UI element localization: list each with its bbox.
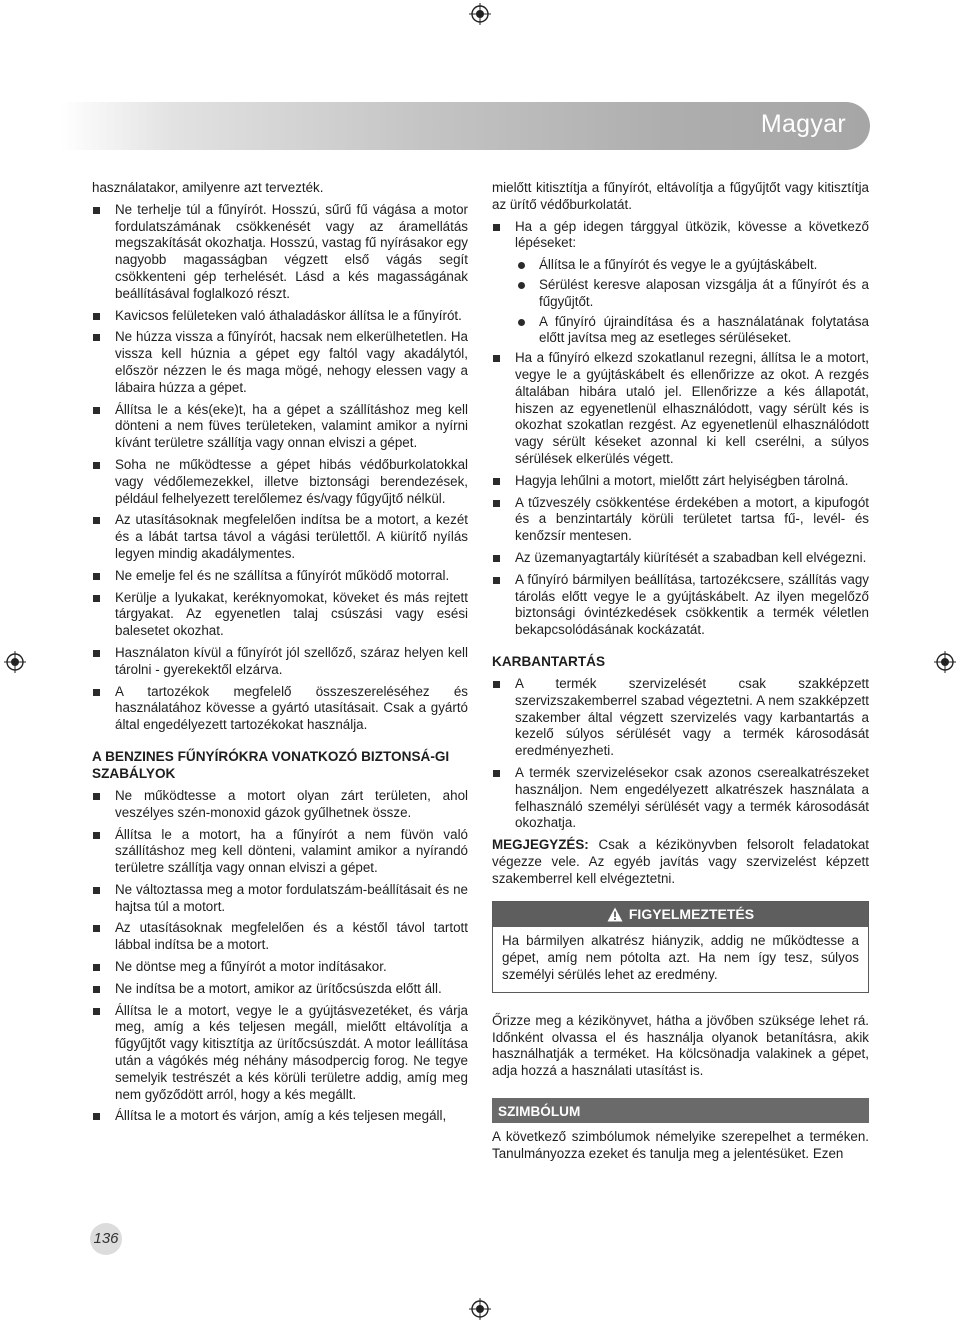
right-column (492, 180, 869, 1168)
registration-mark-right (934, 651, 956, 673)
list-item: Ne terhelje túl a fűnyírót. Hosszú, sűrű fű vágása a motor fordulatszámának csökkenését vagy az áramellátás megszakítását okozhatja. Hosszú, vastag fű nyírásakor egy nagyobb magasságban végzett első vágás segít csökkenteni gép terhelését. Lásd a kés magasságának beállításával foglalkozó részt. (92, 202, 468, 303)
list-item: Az üzemanyagtartály kiürítését a szabadban kell elvégezni. (492, 550, 869, 567)
symbols-heading: SZIMBÓLUM (492, 1098, 869, 1123)
left-column (92, 180, 468, 1130)
left-intro: használatakor, amilyenre azt tervezték. (92, 180, 324, 195)
sub-list-item: Állítsa le a fűnyírót és vegye le a gyújtáskábelt. (492, 257, 869, 274)
note-paragraph (492, 837, 869, 887)
symbols-text: A következő szimbólumok némelyike szerepelhet a terméken. Tanulmányozza ezeket és tanulja meg a jelentésüket. Ezen (492, 1129, 869, 1161)
registration-mark-top (469, 3, 491, 25)
warning-box (492, 901, 869, 992)
list-item: Kerülje a lyukakat, keréknyomokat, köveket és más rejtett tárgyakat. Az egyenetlen talaj csúszási vagy esési balesetet okozhat. (92, 590, 468, 640)
list-item: Ha a gép idegen tárggyal ütközik, kövesse a következő lépéseket: (492, 219, 869, 253)
warning-text: Ha bármilyen alkatrész hiányzik, addig ne működtesse a gépet, amíg nem pótolta azt. Ha nem így tesz, súlyos személyi sérülés lehet az eredmény. (502, 933, 859, 983)
note-label: MEGJEGYZÉS: (492, 837, 589, 853)
warning-header (493, 902, 868, 927)
list-item: A tartozékok megfelelő összeszereléséhez és használatához kövesse a gyártó utasításait. Csak a gyártó által engedélyezett tartozékokat használja. (92, 684, 468, 734)
list-item: Állítsa le a motort, ha a fűnyírót a nem füvön való szállításhoz meg kell dönteni, valamint amikor a nyírandó területre szállítja vagy onnan elviszi a gépet. (92, 827, 468, 877)
right-intro: mielőtt kitisztítja a fűnyírót, eltávolítja a fűgyűjtőt vagy kitisztítja az ürítő védőburkolatát. (492, 180, 869, 212)
list-item: Ne döntse meg a fűnyírót a motor indításakor. (92, 959, 468, 976)
registration-mark-left (4, 651, 26, 673)
warning-title: FIGYELMEZTETÉS (628, 906, 755, 923)
list-item: Hagyja lehűlni a motort, mielőtt zárt helyiségben tárolná. (492, 473, 869, 490)
keep-manual-paragraph: Őrizze meg a kézikönyvet, hátha a jövőben szüksége lehet rá. Időnként olvassa el és használja olyanok betanításra, akik használhatják a terméket. Ha kölcsönadja valakinek a gépet, adja hozzá a használati utasítást is. (492, 1012, 869, 1079)
list-item: Ne emelje fel és ne szállítsa a fűnyírót működő motorral. (92, 568, 468, 585)
list-item: A termék szervizelését csak szakképzett szervizszakemberrel szabad végeztetni. A nem szakképzett szakember által végzett szervizelés vagy karbantartás a kezelő súlyos sérülését vagy a termék károsodását eredményezheti. (492, 676, 869, 760)
sub-list-item: Sérülést keresve alaposan vizsgálja át a fűnyírót és a fűgyűjtőt. (492, 277, 869, 311)
maintenance-heading: KARBANTARTÁS (492, 653, 606, 669)
language-banner (60, 102, 870, 150)
list-item: A fűnyíró bármilyen beállítása, tartozékcsere, szállítás vagy tárolás előtt vegye le a gyújtáskábelt. Az ilyen megelőző biztonsági óvintézkedések csökkentik a termék véletlen bekapcsolódásának kockázatát. (492, 572, 869, 639)
list-item: Ne változtassa meg a motor fordulatszám-beállításait és ne hajtsa túl a motort. (92, 882, 468, 916)
list-item: Ha a fűnyíró elkezd szokatlanul rezegni, állítsa le a motort, vegye le a gyújtáskábelt és ellenőrizze az okot. A rezgés általában hibára utaló jel. Ellenőrizze a kés állapotát, hiszen az egyenetlenül elhasználódott, vagy sérült kés is okozhat szokatlan rezgést. Az egyenetlenül elhasználódott vagy sérült késeket azonnal ki kell cserélni, a súlyos sérülések elkerülés végett. (492, 350, 869, 468)
list-item: Állítsa le a kés(eke)t, ha a gépet a szállításhoz meg kell dönteni a nem füves területeken, valamint amikor a nyírni kívánt területre szállítja vagy onnan elviszi a gépet. (92, 402, 468, 452)
list-item: A tűzveszély csökkentése érdekében a motort, a kipufogót és a benzintartály körüli területet tartsa fű-, levél- és kenőzsír mentesen. (492, 495, 869, 545)
list-item: A termék szervizelésekor csak azonos cserealkatrészeket használjon. Nem engedélyezett alkatrészek használata a felhasználó személyi sérülését vagy a termék károsodását okozhatja. (492, 765, 869, 832)
note-text: Csak a kézikönyvben felsorolt feladatokat végezze vele. Az egyéb javítás vagy szervizelést képzett szakemberrel kell elvégeztetni. (492, 837, 869, 886)
list-item: Az utasításoknak megfelelően indítsa be a motort, a kezét és a lábát tartsa távol a vágási területtől. A kiürítő nyílás legyen mindig akadálymentes. (92, 512, 468, 562)
list-item: Használaton kívül a fűnyírót jól szellőző, száraz helyen kell tárolni - gyerekektől elzárva. (92, 645, 468, 679)
warning-triangle-icon (607, 905, 623, 930)
list-item: Ne húzza vissza a fűnyírót, hacsak nem elkerülhetetlen. Ha vissza kell húznia a gépet egy faltól vagy akadálytól, először nézzen le és maga mögé, nehogy elessen vagy a lábaira húzza a gépet. (92, 329, 468, 396)
petrol-safety-heading: A BENZINES FŰNYÍRÓKRA VONATKOZÓ BIZTONSÁ-GI SZABÁLYOK (92, 748, 450, 781)
sub-list-item: A fűnyíró újraindítása és a használatának folytatása előtt javítsa meg az esetleges sérüléseket. (492, 314, 869, 348)
list-item: Ne működtesse a motort olyan zárt területen, ahol veszélyes szén-monoxid gázok gyűlhetnek össze. (92, 788, 468, 822)
page-number: 136 (90, 1223, 122, 1255)
list-item: Ne indítsa be a motort, amikor az ürítőcsúszda előtt áll. (92, 981, 468, 998)
list-item: Kavicsos felületeken való áthaladáskor állítsa le a fűnyírót. (92, 308, 468, 325)
list-item: Az utasításoknak megfelelően és a késtől távol tartott lábbal indítsa be a motort. (92, 920, 468, 954)
list-item: Soha ne működtesse a gépet hibás védőburkolatokkal vagy védőlemezekkel, illetve biztonsági berendezések, például felhelyezett terelőlemez és/vagy fűgyűjtő nélkül. (92, 457, 468, 507)
list-item: Állítsa le a motort, vegye le a gyújtásvezetéket, és várja meg, amíg a kés teljesen megáll, mielőtt eltávolítja a fűgyűjtőt vagy kitisztítja az ürítőcsúszdát. A motor leállítása után a vágókés még néhány másodpercig forog. Ne tegye semelyik testrészét a kés körüli területre addig, amíg meg nem győződött arról, hogy a kés megállt. (92, 1003, 468, 1104)
language-label: Magyar (760, 110, 846, 138)
registration-mark-bottom (469, 1298, 491, 1320)
list-item: Állítsa le a motort és várjon, amíg a kés teljesen megáll, (92, 1108, 468, 1125)
